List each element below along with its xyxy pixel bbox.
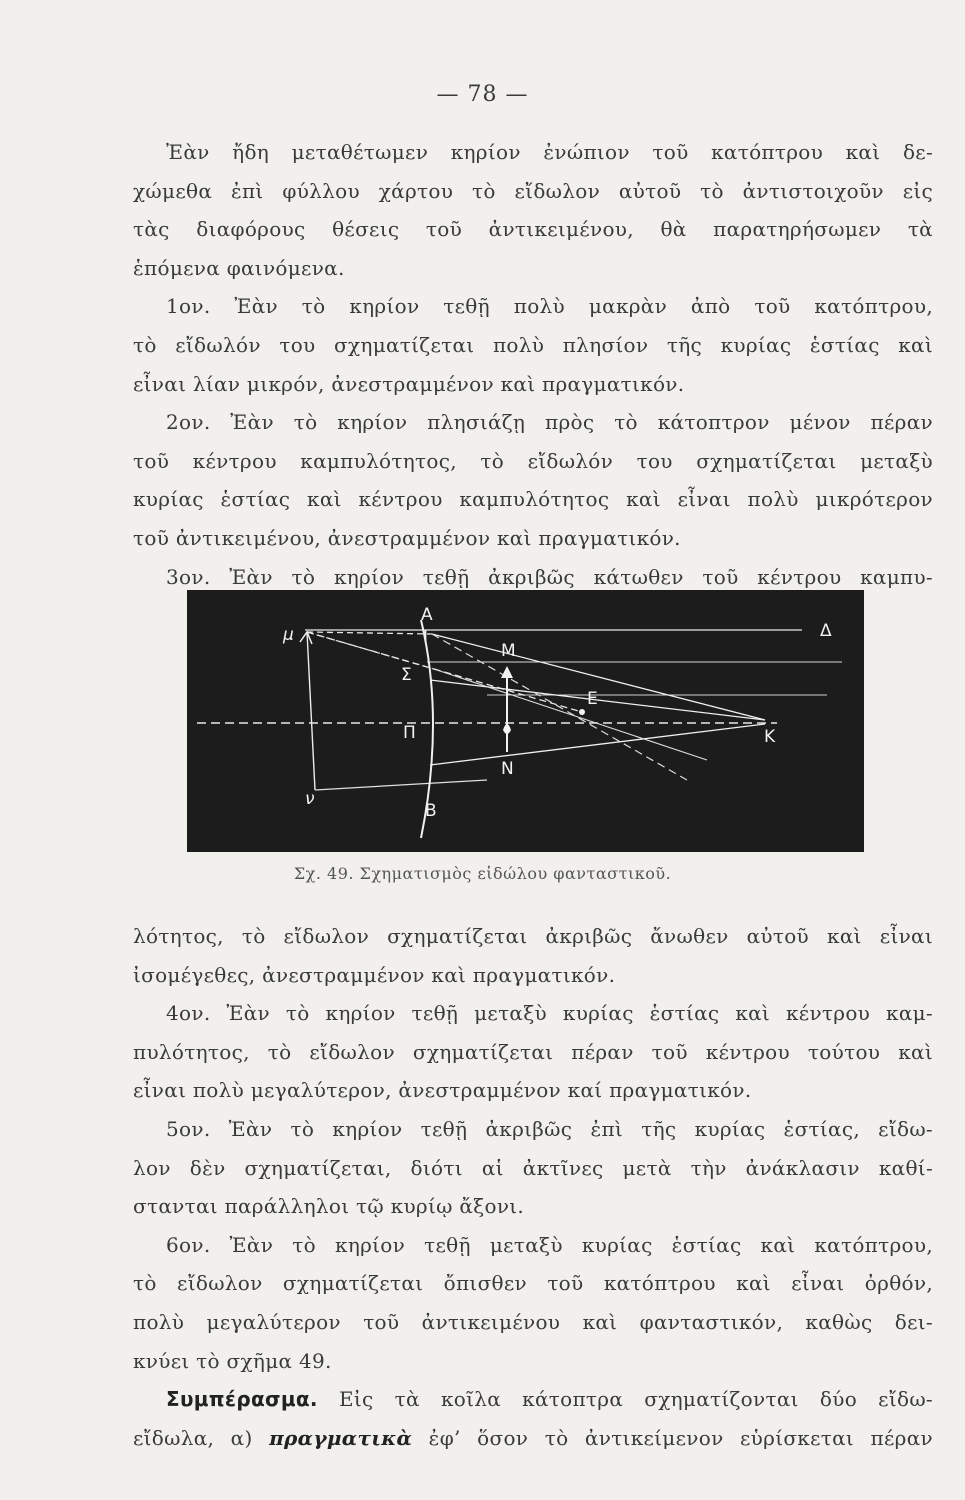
label-pi: Π [403,723,416,743]
text-line: τὸ εἴδωλον σχηματίζεται ὄπισθεν τοῦ κατόπτρου καὶ εἶναι ὀρθόν, [133,1271,933,1296]
label-k: K [764,727,776,747]
label-n: N [501,759,514,779]
conclusion-text: εἴδωλα, α) [133,1425,253,1450]
text-line: τὸ εἴδωλόν του σχηματίζεται πολὺ πλησίον τῆς κυρίας ἑστίας καὶ [133,332,933,357]
emphasis-text: πραγματικὰ [269,1425,413,1450]
image-arrow-head [300,632,312,644]
text-line: τοῦ κέντρου καμπυλότητος, τὸ εἴδωλόν του σχηματίζεται μεταξὺ [133,448,933,473]
text-line: 6ον. Ἐὰν τὸ κηρίον τεθῇ μεταξὺ κυρίας ἑστίας καὶ κατόπτρου, [166,1232,933,1257]
candle-flame [503,724,511,734]
ray-to-k-3 [430,724,765,765]
object-arrow-head [501,666,513,678]
text-line: 3ον. Ἐὰν τὸ κηρίον τεθῇ ἀκριβῶς κάτωθεν τοῦ κέντρου καμπυ- [166,564,933,589]
text-line: 2ον. Ἐὰν τὸ κηρίον πλησιάζῃ πρὸς τὸ κάτοπτρον μένον πέραν [166,410,933,435]
page-number: — 78 — [436,82,529,107]
text-line: στανται παράλληλοι τῷ κυρίῳ ἄξονι. [133,1194,525,1219]
label-delta: Δ [820,621,832,641]
text-line: Ἐὰν ἤδη μεταθέτωμεν κηρίον ἐνώπιον τοῦ κατόπτρου καὶ δε- [166,140,933,164]
conclusion-heading: Συμπέρασμα. [166,1387,318,1412]
focus-point [579,709,585,715]
text-line: εἶναι πολὺ μεγαλύτερον, ἀνεστραμμένον καί πραγματικόν. [133,1078,752,1103]
dashed-ray-2 [307,632,432,634]
text-line: πολὺ μεγαλύτερον τοῦ ἀντικειμένου καὶ φανταστικόν, καθὼς δει- [133,1309,933,1334]
text-line: λον δὲν σχηματίζεται, διότι αἱ ἀκτῖνες μετὰ τὴν ἀνάκλασιν καθί- [133,1155,933,1180]
conclusion-line [133,1419,933,1458]
conclusion-line [133,1380,933,1419]
text-line: χώμεθα ἐπὶ φύλλου χάρτου τὸ εἴδωλον αὐτοῦ τὸ ἀντιστοιχοῦν εἰς [133,178,933,203]
label-mu: μ [283,625,294,645]
figure-49 [187,590,864,852]
mirror-diagram [187,590,864,852]
label-b: B [425,801,437,821]
label-sigma: Σ [401,665,412,685]
text-block-bottom [133,917,933,1457]
text-line: 4ον. Ἐὰν τὸ κηρίον τεθῇ μεταξὺ κυρίας ἑστίας καὶ κέντρου καμ- [166,1001,933,1026]
text-line: 5ον. Ἐὰν τὸ κηρίον τεθῇ ἀκριβῶς ἐπὶ τῆς κυρίας ἑστίας, εἴδω- [166,1116,933,1141]
reflected-ray [437,670,707,760]
conclusion-text: ἐφ’ ὅσον τὸ ἀντικείμενον εὑρίσκεται πέραν [428,1425,933,1450]
conclusion-text: Εἰς τὰ κοῖλα κάτοπτρα σχηματίζονται δύο εἴδω- [338,1387,933,1412]
text-line: τοῦ ἀντικειμένου, ἀνεστραμμένον καὶ πραγματικόν. [133,525,681,550]
virtual-image-line [307,632,315,790]
text-line: εἶναι λίαν μικρόν, ἀνεστραμμένον καὶ πραγματικόν. [133,371,685,396]
figure-caption: Σχ. 49. Σχηματισμὸς εἰδώλου φανταστικοῦ. [293,864,672,883]
text-line: 1ον. Ἐὰν τὸ κηρίον τεθῇ πολὺ μακρὰν ἀπὸ τοῦ κατόπτρου, [166,294,933,319]
text-line: ἰσομέγεθες, ἀνεστραμμένον καὶ πραγματικόν. [133,962,616,987]
reflected-ray-dashed [432,634,687,780]
text-line: κνύει τὸ σχῆμα 49. [133,1348,332,1373]
label-nu: ν [305,789,315,809]
label-i: Ι [423,627,429,647]
text-line: ἑπόμενα φαινόμενα. [133,255,345,280]
label-e: E [587,689,598,709]
text-line: λότητος, τὸ εἴδωλον σχηματίζεται ἀκριβῶς ἄνωθεν αὐτοῦ καὶ εἶναι [133,924,933,948]
label-a: Α [421,605,433,625]
text-line: πυλότητος, τὸ εἴδωλον σχηματίζεται πέραν τοῦ κέντρου τούτου καὶ [133,1039,933,1064]
ray-to-k-1 [432,634,765,720]
text-line: κυρίας ἑστίας καὶ κέντρου καμπυλότητος καὶ εἶναι πολὺ μικρότερον [133,487,933,512]
image-base-line [315,780,487,790]
label-m: M [501,641,516,661]
text-line: τὰς διαφόρους θέσεις τοῦ ἀντικειμένου, θὰ παρατηρήσωμεν τὰ [133,217,933,242]
text-block-top [133,133,933,596]
